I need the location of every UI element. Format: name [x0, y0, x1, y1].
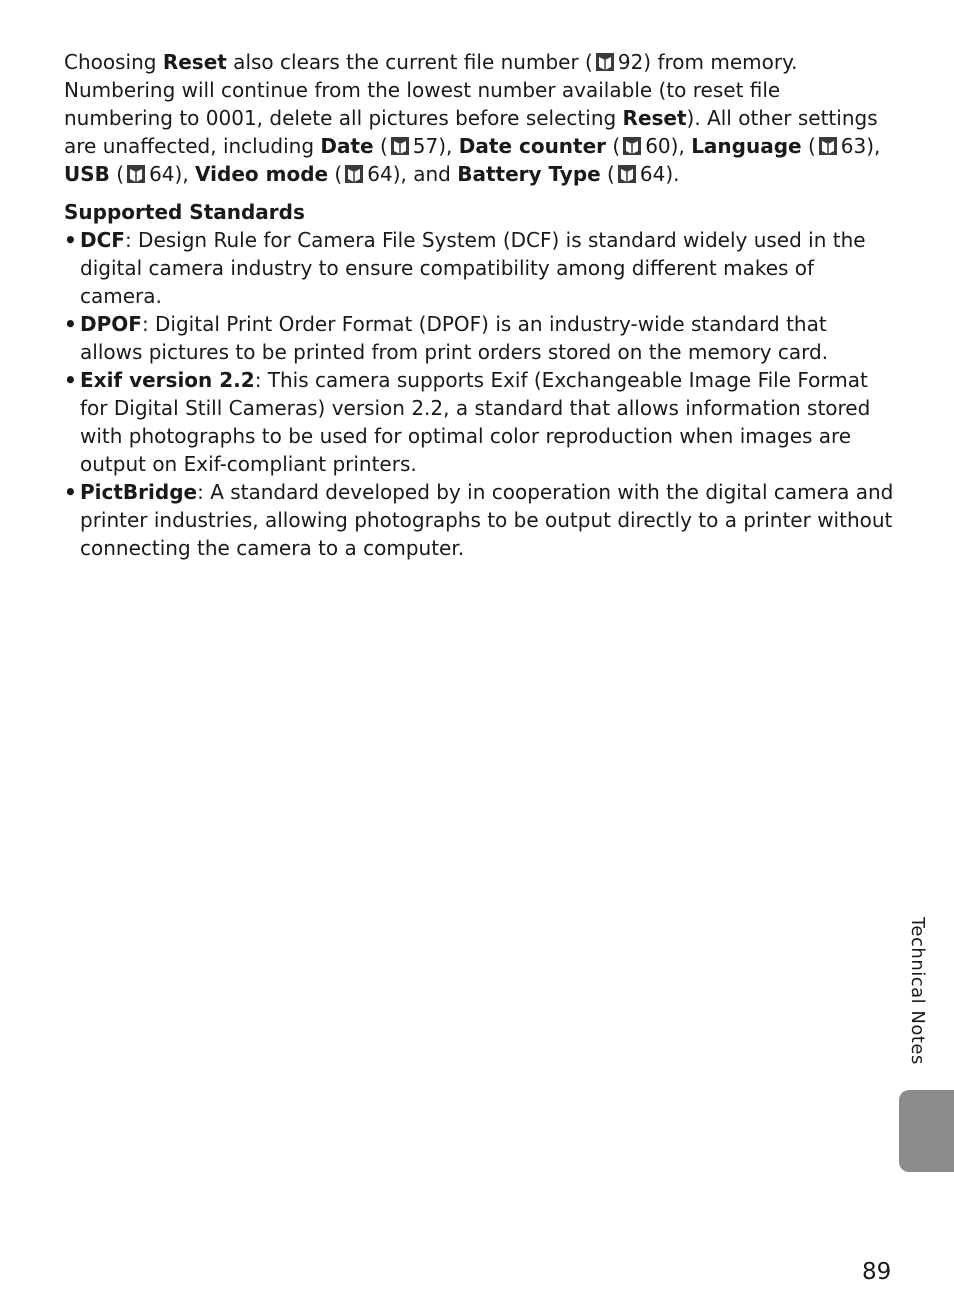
- section-heading: Supported Standards: [64, 200, 305, 224]
- page-reference-icon: [390, 136, 410, 156]
- page-reference-icon: [622, 136, 642, 156]
- standard-term: Exif version 2.2: [80, 368, 255, 392]
- intro-text: ), and: [392, 162, 458, 186]
- intro-text: (: [109, 162, 125, 186]
- intro-text: (: [801, 134, 816, 158]
- page-reference-icon: [818, 136, 838, 156]
- standard-term: PictBridge: [80, 480, 198, 504]
- page-reference-icon: [617, 164, 637, 184]
- section-tab: [899, 1090, 954, 1172]
- list-item: [64, 226, 894, 310]
- intro-paragraph: [64, 48, 894, 188]
- date-term: Date: [320, 134, 374, 158]
- intro-text: (: [606, 134, 621, 158]
- list-item: [64, 366, 894, 478]
- intro-text: ),: [670, 134, 692, 158]
- standard-term: DPOF: [80, 312, 142, 336]
- page-ref-number: 64: [149, 162, 175, 186]
- list-item: [64, 310, 894, 366]
- page-ref-number: 60: [645, 134, 671, 158]
- usb-term: USB: [64, 162, 110, 186]
- standard-term: DCF: [80, 228, 125, 252]
- standard-description: : This camera supports Exif (Exchangeable Image File Format for Digital Still Cameras) version 2.2, a standard that allows information stored with photographs to be used for optimal color reproduction when images are output on Exif-compliant printers.: [80, 368, 871, 476]
- video-mode-term: Video mode: [195, 162, 329, 186]
- intro-text: ),: [174, 162, 196, 186]
- page-reference-icon: [126, 164, 146, 184]
- standards-list: [64, 226, 894, 562]
- intro-text: (: [373, 134, 388, 158]
- page-ref-number: 64: [639, 162, 666, 186]
- intro-text: Choosing: [64, 50, 163, 74]
- reset-term: Reset: [622, 106, 687, 130]
- reset-term: Reset: [162, 50, 227, 74]
- intro-text: (: [600, 162, 615, 186]
- page-reference-icon: [595, 52, 615, 72]
- page-ref-number: 64: [367, 162, 393, 186]
- intro-text: ),: [866, 134, 881, 158]
- battery-type-term: Battery Type: [457, 162, 601, 186]
- intro-text: ),: [438, 134, 459, 158]
- page-content: [64, 48, 894, 562]
- intro-text: (: [328, 162, 343, 186]
- page-ref-number: 57: [412, 134, 439, 158]
- intro-text: ). All other settings are unaffected, including: [64, 106, 878, 158]
- intro-text: also clears the current file number (: [226, 50, 593, 74]
- page-reference-icon: [344, 164, 364, 184]
- date-counter-term: Date counter: [458, 134, 607, 158]
- section-side-label: Technical Notes: [907, 917, 928, 1065]
- standard-description: : A standard developed by in cooperation with the digital camera and printer industries, allowing photographs to be output directly to a printer without connecting the camera to a computer.: [80, 480, 894, 560]
- standard-description: : Design Rule for Camera File System (DCF) is standard widely used in the digital camera industry to ensure compatibility among different makes of camera.: [80, 228, 866, 308]
- language-term: Language: [691, 134, 802, 158]
- intro-text: ) from memory. Numbering will continue from the lowest number available (to reset file numbering to 0001, delete all pictures before selecting: [64, 50, 798, 130]
- list-item: [64, 478, 894, 562]
- page-ref-number: 63: [840, 134, 867, 158]
- intro-text: ).: [665, 162, 680, 186]
- standard-description: : Digital Print Order Format (DPOF) is an industry-wide standard that allows pictures to be printed from print orders stored on the memory card.: [80, 312, 829, 364]
- page-ref-number: 92: [617, 50, 644, 74]
- page-number: 89: [862, 1259, 892, 1285]
